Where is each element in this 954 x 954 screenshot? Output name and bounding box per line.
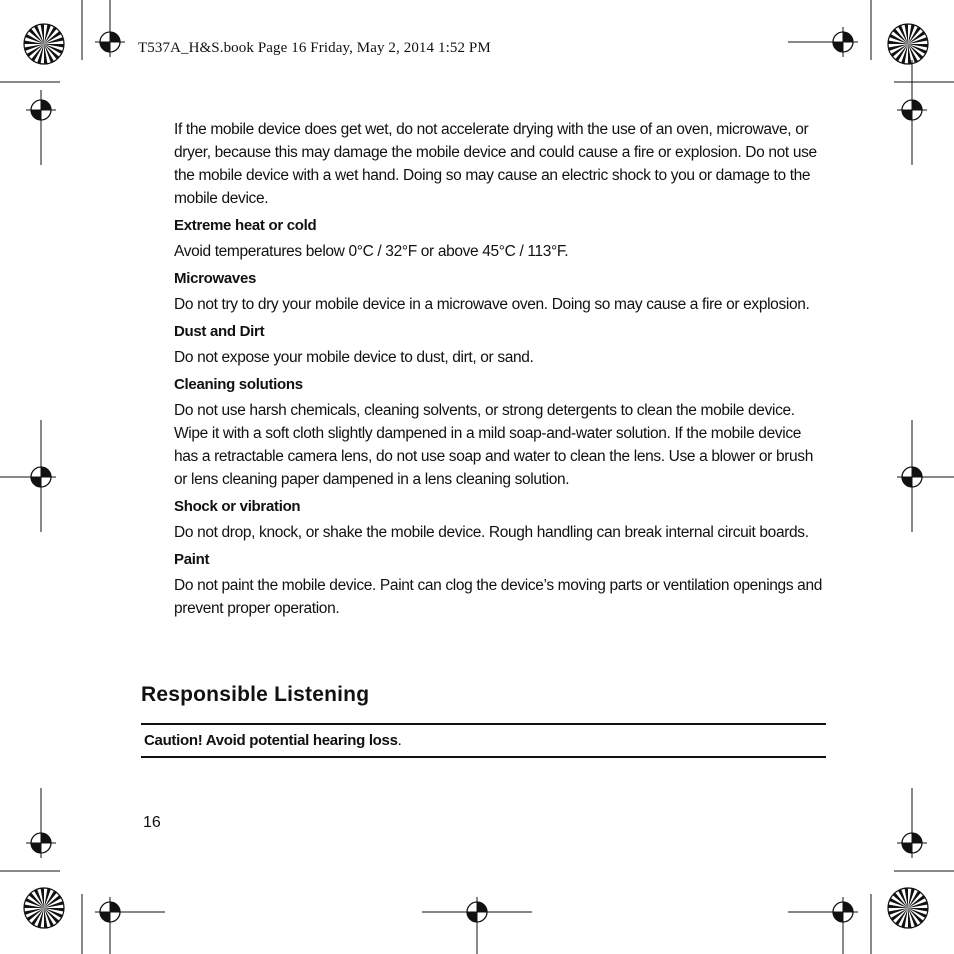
- crosshair-top-left: [95, 27, 125, 57]
- heading-extreme-heat: Extreme heat or cold: [174, 217, 317, 234]
- caution-box: [141, 723, 826, 758]
- body-dust-and-dirt: Do not expose your mobile device to dust, dirt, or sand.: [174, 349, 534, 366]
- body-shock-or-vibration: Do not drop, knock, or shake the mobile device. Rough handling can break internal circuit boards.: [174, 524, 809, 541]
- starburst-bottom-left: [24, 888, 64, 928]
- body-extreme-heat: Avoid temperatures below 0°C / 32°F or above 45°C / 113°F.: [174, 243, 569, 260]
- wet-paragraph: If the mobile device does get wet, do not accelerate drying with the use of an oven, microwave, or dryer, because this may damage the mobile device and could cause a fire or explosion. Do not use the mobile device with a wet hand. Doing so may cause an electric shock to you or damage to the mobile device.: [174, 121, 817, 207]
- caution-period: .: [397, 732, 402, 749]
- heading-cleaning-solutions: Cleaning solutions: [174, 376, 303, 393]
- print-slug: T537A_H&S.book Page 16 Friday, May 2, 2014 1:52 PM: [138, 40, 491, 56]
- crosshair-top-right: [828, 27, 858, 57]
- section-title: Responsible Listening: [141, 683, 370, 706]
- caution-note: [144, 732, 402, 749]
- crosshair-bottom-left: [95, 897, 125, 927]
- crosshair-left-bottom: [26, 828, 56, 858]
- caution-text: Caution! Avoid potential hearing loss: [144, 732, 398, 749]
- heading-paint: Paint: [174, 551, 210, 568]
- heading-shock-or-vibration: Shock or vibration: [174, 498, 301, 515]
- body-paint: Do not paint the mobile device. Paint can clog the device’s moving parts or ventilation openings and prevent proper operation.: [174, 577, 822, 617]
- starburst-top-left: [24, 24, 64, 64]
- crosshair-right-bottom: [897, 828, 927, 858]
- heading-microwaves: Microwaves: [174, 270, 257, 287]
- body-microwaves: Do not try to dry your mobile device in a microwave oven. Doing so may cause a fire or explosion.: [174, 296, 810, 313]
- page-content: [174, 118, 826, 620]
- crosshair-bottom-right: [828, 897, 858, 927]
- body-cleaning-solutions: Do not use harsh chemicals, cleaning solvents, or strong detergents to clean the mobile device. Wipe it with a soft cloth slightly dampened in a mild soap-and-water solution. If the mobile device has a retractable camera lens, do not use soap and water to clean the lens. Use a blower or brush or lens cleaning paper dampened in a lens cleaning solution.: [174, 402, 813, 488]
- starburst-top-right: [888, 24, 928, 64]
- starburst-bottom-right: [888, 888, 928, 928]
- page-number: 16: [143, 814, 161, 831]
- heading-dust-and-dirt: Dust and Dirt: [174, 323, 265, 340]
